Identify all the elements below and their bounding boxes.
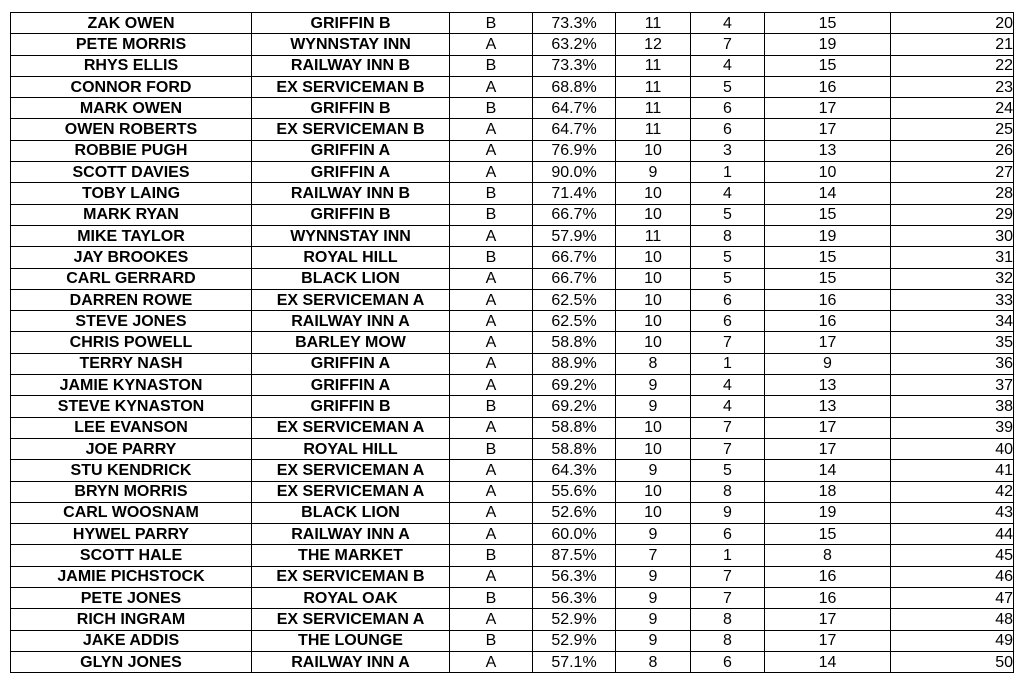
stat-col-3-cell: 17 bbox=[765, 417, 891, 438]
stat-col-3-cell: 8 bbox=[765, 545, 891, 566]
stat-col-2-cell: 7 bbox=[691, 417, 765, 438]
stat-col-1-cell: 9 bbox=[616, 375, 691, 396]
table-row bbox=[11, 588, 1014, 609]
stat-col-2-cell: 1 bbox=[691, 162, 765, 183]
stat-col-1-cell: 10 bbox=[616, 481, 691, 502]
stat-col-3-cell: 9 bbox=[765, 353, 891, 374]
stat-col-3-cell: 16 bbox=[765, 76, 891, 97]
win-percentage-cell: 52.9% bbox=[533, 609, 616, 630]
division-cell: A bbox=[450, 289, 533, 310]
team-name-cell: EX SERVICEMAN B bbox=[252, 566, 450, 587]
table-row bbox=[11, 289, 1014, 310]
position-cell: 37 bbox=[891, 375, 1014, 396]
stat-col-1-cell: 9 bbox=[616, 566, 691, 587]
stat-col-1-cell: 9 bbox=[616, 630, 691, 651]
player-name-cell: CARL GERRARD bbox=[11, 268, 252, 289]
stat-col-2-cell: 3 bbox=[691, 140, 765, 161]
stat-col-1-cell: 9 bbox=[616, 162, 691, 183]
player-name-cell: CHRIS POWELL bbox=[11, 332, 252, 353]
team-name-cell: GRIFFIN A bbox=[252, 375, 450, 396]
stat-col-2-cell: 4 bbox=[691, 375, 765, 396]
stat-col-2-cell: 7 bbox=[691, 438, 765, 459]
team-name-cell: GRIFFIN B bbox=[252, 98, 450, 119]
player-name-cell: BRYN MORRIS bbox=[11, 481, 252, 502]
team-name-cell: EX SERVICEMAN A bbox=[252, 481, 450, 502]
division-cell: A bbox=[450, 375, 533, 396]
win-percentage-cell: 71.4% bbox=[533, 183, 616, 204]
stat-col-1-cell: 10 bbox=[616, 204, 691, 225]
team-name-cell: EX SERVICEMAN B bbox=[252, 119, 450, 140]
stat-col-3-cell: 16 bbox=[765, 289, 891, 310]
team-name-cell: RAILWAY INN B bbox=[252, 183, 450, 204]
stat-col-3-cell: 17 bbox=[765, 438, 891, 459]
player-name-cell: STEVE JONES bbox=[11, 311, 252, 332]
win-percentage-cell: 76.9% bbox=[533, 140, 616, 161]
position-cell: 32 bbox=[891, 268, 1014, 289]
stat-col-3-cell: 15 bbox=[765, 13, 891, 34]
team-name-cell: BLACK LION bbox=[252, 268, 450, 289]
win-percentage-cell: 56.3% bbox=[533, 566, 616, 587]
division-cell: B bbox=[450, 204, 533, 225]
table-row bbox=[11, 396, 1014, 417]
table-row bbox=[11, 247, 1014, 268]
division-cell: B bbox=[450, 55, 533, 76]
player-name-cell: JAY BROOKES bbox=[11, 247, 252, 268]
stat-col-3-cell: 19 bbox=[765, 34, 891, 55]
table-row bbox=[11, 545, 1014, 566]
player-name-cell: STEVE KYNASTON bbox=[11, 396, 252, 417]
stat-col-3-cell: 15 bbox=[765, 204, 891, 225]
position-cell: 50 bbox=[891, 651, 1014, 672]
division-cell: B bbox=[450, 588, 533, 609]
stat-col-3-cell: 15 bbox=[765, 524, 891, 545]
stat-col-1-cell: 11 bbox=[616, 119, 691, 140]
stat-col-1-cell: 12 bbox=[616, 34, 691, 55]
position-cell: 27 bbox=[891, 162, 1014, 183]
division-cell: A bbox=[450, 481, 533, 502]
win-percentage-cell: 58.8% bbox=[533, 438, 616, 459]
division-cell: A bbox=[450, 34, 533, 55]
position-cell: 30 bbox=[891, 225, 1014, 246]
team-name-cell: EX SERVICEMAN A bbox=[252, 417, 450, 438]
table-row bbox=[11, 566, 1014, 587]
stat-col-1-cell: 11 bbox=[616, 98, 691, 119]
position-cell: 49 bbox=[891, 630, 1014, 651]
player-name-cell: MIKE TAYLOR bbox=[11, 225, 252, 246]
stat-col-2-cell: 4 bbox=[691, 13, 765, 34]
win-percentage-cell: 66.7% bbox=[533, 247, 616, 268]
player-name-cell: MARK RYAN bbox=[11, 204, 252, 225]
win-percentage-cell: 60.0% bbox=[533, 524, 616, 545]
player-name-cell: HYWEL PARRY bbox=[11, 524, 252, 545]
player-name-cell: JAMIE PICHSTOCK bbox=[11, 566, 252, 587]
stat-col-2-cell: 7 bbox=[691, 34, 765, 55]
position-cell: 23 bbox=[891, 76, 1014, 97]
win-percentage-cell: 66.7% bbox=[533, 268, 616, 289]
position-cell: 25 bbox=[891, 119, 1014, 140]
win-percentage-cell: 52.6% bbox=[533, 502, 616, 523]
stat-col-1-cell: 8 bbox=[616, 353, 691, 374]
stat-col-3-cell: 16 bbox=[765, 588, 891, 609]
stat-col-3-cell: 15 bbox=[765, 268, 891, 289]
team-name-cell: ROYAL OAK bbox=[252, 588, 450, 609]
table-row bbox=[11, 651, 1014, 672]
stat-col-2-cell: 5 bbox=[691, 460, 765, 481]
stat-col-3-cell: 16 bbox=[765, 566, 891, 587]
position-cell: 28 bbox=[891, 183, 1014, 204]
player-name-cell: PETE JONES bbox=[11, 588, 252, 609]
team-name-cell: WYNNSTAY INN bbox=[252, 225, 450, 246]
position-cell: 24 bbox=[891, 98, 1014, 119]
stat-col-1-cell: 10 bbox=[616, 183, 691, 204]
table-row bbox=[11, 76, 1014, 97]
win-percentage-cell: 68.8% bbox=[533, 76, 616, 97]
win-percentage-cell: 87.5% bbox=[533, 545, 616, 566]
stat-col-3-cell: 13 bbox=[765, 140, 891, 161]
win-percentage-cell: 88.9% bbox=[533, 353, 616, 374]
win-percentage-cell: 64.3% bbox=[533, 460, 616, 481]
position-cell: 42 bbox=[891, 481, 1014, 502]
win-percentage-cell: 52.9% bbox=[533, 630, 616, 651]
stat-col-2-cell: 6 bbox=[691, 311, 765, 332]
team-name-cell: GRIFFIN A bbox=[252, 353, 450, 374]
table-body bbox=[11, 13, 1014, 673]
win-percentage-cell: 66.7% bbox=[533, 204, 616, 225]
division-cell: A bbox=[450, 119, 533, 140]
table-row bbox=[11, 119, 1014, 140]
player-name-cell: JAKE ADDIS bbox=[11, 630, 252, 651]
position-cell: 20 bbox=[891, 13, 1014, 34]
stat-col-1-cell: 9 bbox=[616, 524, 691, 545]
division-cell: A bbox=[450, 76, 533, 97]
player-name-cell: RHYS ELLIS bbox=[11, 55, 252, 76]
player-name-cell: OWEN ROBERTS bbox=[11, 119, 252, 140]
win-percentage-cell: 90.0% bbox=[533, 162, 616, 183]
stat-col-1-cell: 10 bbox=[616, 247, 691, 268]
player-name-cell: GLYN JONES bbox=[11, 651, 252, 672]
stat-col-2-cell: 6 bbox=[691, 651, 765, 672]
division-cell: B bbox=[450, 98, 533, 119]
player-averages-table bbox=[10, 12, 1014, 673]
player-name-cell: SCOTT HALE bbox=[11, 545, 252, 566]
player-name-cell: TERRY NASH bbox=[11, 353, 252, 374]
position-cell: 41 bbox=[891, 460, 1014, 481]
team-name-cell: GRIFFIN A bbox=[252, 162, 450, 183]
position-cell: 38 bbox=[891, 396, 1014, 417]
stat-col-1-cell: 7 bbox=[616, 545, 691, 566]
stat-col-1-cell: 10 bbox=[616, 502, 691, 523]
division-cell: A bbox=[450, 524, 533, 545]
team-name-cell: RAILWAY INN A bbox=[252, 524, 450, 545]
team-name-cell: EX SERVICEMAN A bbox=[252, 460, 450, 481]
table-row bbox=[11, 353, 1014, 374]
stat-col-2-cell: 6 bbox=[691, 289, 765, 310]
player-name-cell: STU KENDRICK bbox=[11, 460, 252, 481]
player-name-cell: LEE EVANSON bbox=[11, 417, 252, 438]
division-cell: A bbox=[450, 311, 533, 332]
win-percentage-cell: 57.9% bbox=[533, 225, 616, 246]
stat-col-1-cell: 11 bbox=[616, 76, 691, 97]
win-percentage-cell: 64.7% bbox=[533, 119, 616, 140]
win-percentage-cell: 73.3% bbox=[533, 55, 616, 76]
stat-col-1-cell: 11 bbox=[616, 13, 691, 34]
stat-col-2-cell: 6 bbox=[691, 98, 765, 119]
stat-col-1-cell: 10 bbox=[616, 438, 691, 459]
table-row bbox=[11, 332, 1014, 353]
stat-col-3-cell: 17 bbox=[765, 98, 891, 119]
position-cell: 44 bbox=[891, 524, 1014, 545]
stat-col-2-cell: 5 bbox=[691, 247, 765, 268]
stat-col-1-cell: 10 bbox=[616, 140, 691, 161]
division-cell: A bbox=[450, 332, 533, 353]
win-percentage-cell: 56.3% bbox=[533, 588, 616, 609]
team-name-cell: RAILWAY INN A bbox=[252, 651, 450, 672]
stat-col-2-cell: 5 bbox=[691, 76, 765, 97]
stat-col-3-cell: 14 bbox=[765, 183, 891, 204]
player-name-cell: ZAK OWEN bbox=[11, 13, 252, 34]
player-name-cell: CONNOR FORD bbox=[11, 76, 252, 97]
division-cell: A bbox=[450, 353, 533, 374]
win-percentage-cell: 69.2% bbox=[533, 375, 616, 396]
table-row bbox=[11, 268, 1014, 289]
position-cell: 34 bbox=[891, 311, 1014, 332]
win-percentage-cell: 62.5% bbox=[533, 289, 616, 310]
stat-col-1-cell: 10 bbox=[616, 268, 691, 289]
player-name-cell: TOBY LAING bbox=[11, 183, 252, 204]
division-cell: A bbox=[450, 225, 533, 246]
stat-col-2-cell: 8 bbox=[691, 630, 765, 651]
stat-col-2-cell: 4 bbox=[691, 55, 765, 76]
stat-col-2-cell: 5 bbox=[691, 204, 765, 225]
position-cell: 31 bbox=[891, 247, 1014, 268]
table-row bbox=[11, 460, 1014, 481]
stat-col-2-cell: 4 bbox=[691, 396, 765, 417]
position-cell: 21 bbox=[891, 34, 1014, 55]
player-name-cell: DARREN ROWE bbox=[11, 289, 252, 310]
team-name-cell: EX SERVICEMAN B bbox=[252, 76, 450, 97]
stat-col-3-cell: 18 bbox=[765, 481, 891, 502]
table-row bbox=[11, 609, 1014, 630]
team-name-cell: RAILWAY INN B bbox=[252, 55, 450, 76]
stat-col-2-cell: 5 bbox=[691, 268, 765, 289]
position-cell: 45 bbox=[891, 545, 1014, 566]
division-cell: B bbox=[450, 396, 533, 417]
stat-col-3-cell: 13 bbox=[765, 375, 891, 396]
stat-col-1-cell: 10 bbox=[616, 332, 691, 353]
division-cell: A bbox=[450, 460, 533, 481]
stat-col-1-cell: 11 bbox=[616, 225, 691, 246]
win-percentage-cell: 73.3% bbox=[533, 13, 616, 34]
division-cell: A bbox=[450, 651, 533, 672]
stat-col-2-cell: 7 bbox=[691, 332, 765, 353]
position-cell: 22 bbox=[891, 55, 1014, 76]
stat-col-2-cell: 7 bbox=[691, 588, 765, 609]
division-cell: A bbox=[450, 140, 533, 161]
player-name-cell: SCOTT DAVIES bbox=[11, 162, 252, 183]
table-row bbox=[11, 481, 1014, 502]
division-cell: A bbox=[450, 417, 533, 438]
team-name-cell: THE LOUNGE bbox=[252, 630, 450, 651]
table-row bbox=[11, 225, 1014, 246]
division-cell: A bbox=[450, 566, 533, 587]
team-name-cell: RAILWAY INN A bbox=[252, 311, 450, 332]
stat-col-2-cell: 4 bbox=[691, 183, 765, 204]
win-percentage-cell: 58.8% bbox=[533, 417, 616, 438]
position-cell: 39 bbox=[891, 417, 1014, 438]
win-percentage-cell: 58.8% bbox=[533, 332, 616, 353]
stat-col-3-cell: 19 bbox=[765, 502, 891, 523]
table-row bbox=[11, 417, 1014, 438]
stat-col-3-cell: 14 bbox=[765, 460, 891, 481]
stat-col-1-cell: 10 bbox=[616, 311, 691, 332]
player-name-cell: ROBBIE PUGH bbox=[11, 140, 252, 161]
team-name-cell: BARLEY MOW bbox=[252, 332, 450, 353]
division-cell: B bbox=[450, 13, 533, 34]
player-name-cell: RICH INGRAM bbox=[11, 609, 252, 630]
stat-col-1-cell: 10 bbox=[616, 289, 691, 310]
team-name-cell: BLACK LION bbox=[252, 502, 450, 523]
win-percentage-cell: 63.2% bbox=[533, 34, 616, 55]
stat-col-2-cell: 6 bbox=[691, 524, 765, 545]
stat-col-1-cell: 9 bbox=[616, 609, 691, 630]
stat-col-3-cell: 17 bbox=[765, 119, 891, 140]
position-cell: 48 bbox=[891, 609, 1014, 630]
stat-col-1-cell: 9 bbox=[616, 588, 691, 609]
win-percentage-cell: 55.6% bbox=[533, 481, 616, 502]
table-row bbox=[11, 204, 1014, 225]
table-row bbox=[11, 438, 1014, 459]
win-percentage-cell: 57.1% bbox=[533, 651, 616, 672]
team-name-cell: EX SERVICEMAN A bbox=[252, 289, 450, 310]
table-row bbox=[11, 311, 1014, 332]
team-name-cell: WYNNSTAY INN bbox=[252, 34, 450, 55]
stat-col-2-cell: 1 bbox=[691, 545, 765, 566]
stat-col-3-cell: 15 bbox=[765, 55, 891, 76]
stat-col-3-cell: 13 bbox=[765, 396, 891, 417]
team-name-cell: ROYAL HILL bbox=[252, 438, 450, 459]
division-cell: B bbox=[450, 247, 533, 268]
player-name-cell: JAMIE KYNASTON bbox=[11, 375, 252, 396]
team-name-cell: GRIFFIN A bbox=[252, 140, 450, 161]
table-row bbox=[11, 140, 1014, 161]
table-row bbox=[11, 98, 1014, 119]
team-name-cell: EX SERVICEMAN A bbox=[252, 609, 450, 630]
stat-col-3-cell: 17 bbox=[765, 609, 891, 630]
division-cell: B bbox=[450, 183, 533, 204]
stat-col-3-cell: 10 bbox=[765, 162, 891, 183]
table-row bbox=[11, 502, 1014, 523]
stat-col-1-cell: 9 bbox=[616, 396, 691, 417]
division-cell: A bbox=[450, 609, 533, 630]
position-cell: 46 bbox=[891, 566, 1014, 587]
position-cell: 36 bbox=[891, 353, 1014, 374]
position-cell: 47 bbox=[891, 588, 1014, 609]
stat-col-3-cell: 17 bbox=[765, 630, 891, 651]
stat-col-3-cell: 15 bbox=[765, 247, 891, 268]
team-name-cell: GRIFFIN B bbox=[252, 13, 450, 34]
win-percentage-cell: 64.7% bbox=[533, 98, 616, 119]
table-row bbox=[11, 630, 1014, 651]
division-cell: A bbox=[450, 502, 533, 523]
stat-col-3-cell: 17 bbox=[765, 332, 891, 353]
table-row bbox=[11, 162, 1014, 183]
table-row bbox=[11, 183, 1014, 204]
stat-col-2-cell: 9 bbox=[691, 502, 765, 523]
team-name-cell: ROYAL HILL bbox=[252, 247, 450, 268]
position-cell: 35 bbox=[891, 332, 1014, 353]
position-cell: 33 bbox=[891, 289, 1014, 310]
stat-col-1-cell: 9 bbox=[616, 460, 691, 481]
position-cell: 40 bbox=[891, 438, 1014, 459]
table-row bbox=[11, 524, 1014, 545]
division-cell: B bbox=[450, 545, 533, 566]
stat-col-1-cell: 10 bbox=[616, 417, 691, 438]
win-percentage-cell: 69.2% bbox=[533, 396, 616, 417]
stat-col-2-cell: 8 bbox=[691, 225, 765, 246]
player-name-cell: PETE MORRIS bbox=[11, 34, 252, 55]
player-name-cell: CARL WOOSNAM bbox=[11, 502, 252, 523]
stat-col-3-cell: 19 bbox=[765, 225, 891, 246]
stat-col-2-cell: 6 bbox=[691, 119, 765, 140]
stat-col-2-cell: 7 bbox=[691, 566, 765, 587]
player-name-cell: MARK OWEN bbox=[11, 98, 252, 119]
table-row bbox=[11, 55, 1014, 76]
stat-col-1-cell: 8 bbox=[616, 651, 691, 672]
position-cell: 43 bbox=[891, 502, 1014, 523]
stat-col-1-cell: 11 bbox=[616, 55, 691, 76]
table-row bbox=[11, 13, 1014, 34]
position-cell: 26 bbox=[891, 140, 1014, 161]
player-name-cell: JOE PARRY bbox=[11, 438, 252, 459]
division-cell: A bbox=[450, 162, 533, 183]
team-name-cell: GRIFFIN B bbox=[252, 204, 450, 225]
division-cell: A bbox=[450, 268, 533, 289]
win-percentage-cell: 62.5% bbox=[533, 311, 616, 332]
table-row bbox=[11, 34, 1014, 55]
team-name-cell: THE MARKET bbox=[252, 545, 450, 566]
division-cell: B bbox=[450, 630, 533, 651]
division-cell: B bbox=[450, 438, 533, 459]
stat-col-3-cell: 14 bbox=[765, 651, 891, 672]
table-row bbox=[11, 375, 1014, 396]
stat-col-2-cell: 8 bbox=[691, 481, 765, 502]
stat-col-2-cell: 1 bbox=[691, 353, 765, 374]
stat-col-2-cell: 8 bbox=[691, 609, 765, 630]
stat-col-3-cell: 16 bbox=[765, 311, 891, 332]
position-cell: 29 bbox=[891, 204, 1014, 225]
team-name-cell: GRIFFIN B bbox=[252, 396, 450, 417]
